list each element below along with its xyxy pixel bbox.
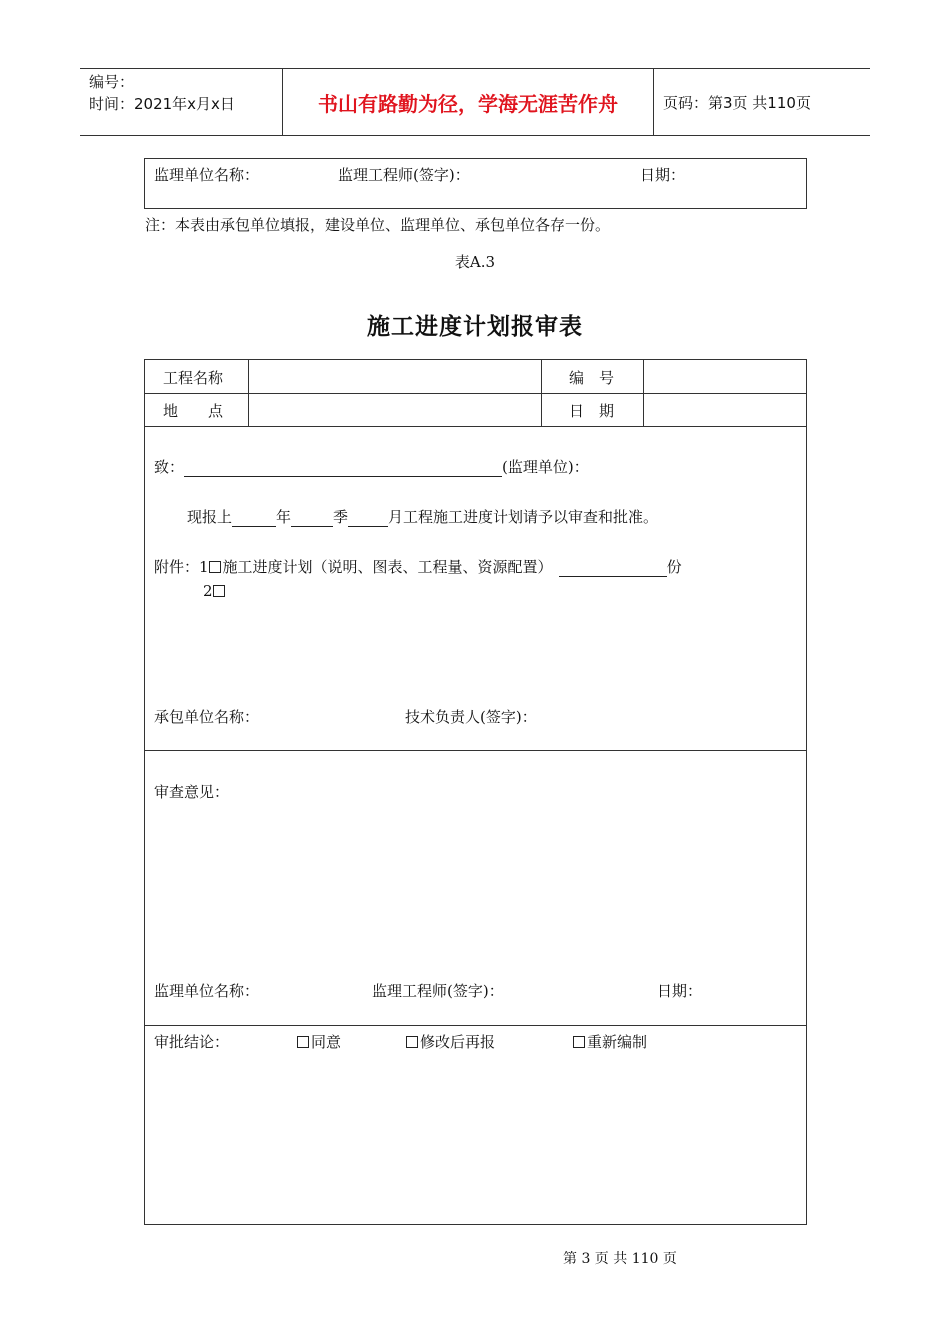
agree-label: 同意	[311, 1033, 342, 1051]
page-label: 页码：第3页 共110页	[663, 93, 811, 112]
modify-label: 修改后再报	[420, 1033, 496, 1051]
attachment-2-number: 2	[203, 582, 213, 600]
season-label: 季	[333, 508, 349, 526]
row-divider	[145, 1025, 806, 1026]
header-left	[80, 69, 282, 135]
agree-checkbox[interactable]	[297, 1036, 309, 1048]
option-agree[interactable]	[297, 1031, 341, 1052]
report-suffix: 月工程施工进度计划请予以审查和批准。	[388, 508, 659, 526]
location-label: 地 点	[163, 402, 224, 420]
report-prefix: 现报上	[187, 508, 233, 526]
attachment-line-2	[203, 582, 227, 600]
season-field[interactable]	[291, 511, 333, 527]
date-label: 日 期	[569, 402, 615, 420]
number-label: 编号：	[89, 73, 135, 91]
to-line	[154, 456, 589, 477]
to-suffix: (监理单位)：	[502, 458, 589, 476]
to-field[interactable]	[184, 461, 502, 477]
note: 注：本表由承包单位填报，建设单位、监理单位、承包单位各存一份。	[145, 216, 611, 234]
year-field[interactable]	[232, 511, 276, 527]
modify-checkbox[interactable]	[406, 1036, 418, 1048]
attachment-1-checkbox[interactable]	[209, 561, 221, 573]
attachment-1-text: 施工进度计划（说明、图表、工程量、资源配置）	[222, 558, 553, 576]
date-field[interactable]	[644, 394, 806, 425]
recompile-label: 重新编制	[587, 1033, 648, 1051]
page-header	[80, 68, 870, 136]
review-date-label: 日期：	[657, 982, 703, 1000]
location-field[interactable]	[249, 394, 540, 425]
to-label: 致：	[154, 458, 185, 476]
form-title: 施工进度计划报审表	[367, 313, 583, 340]
contractor-name-label: 承包单位名称：	[154, 708, 260, 726]
supervisor-engineer-label: 监理工程师(签字)：	[338, 166, 470, 184]
row-divider	[145, 750, 806, 751]
review-opinion-label: 审查意见：	[154, 783, 230, 801]
copies-label: 份	[666, 558, 682, 576]
tech-lead-label: 技术负责人(签字)：	[405, 708, 537, 726]
supervisor-unit-label: 监理单位名称：	[154, 166, 260, 184]
date-label: 日期：	[640, 166, 686, 184]
year-label: 年	[276, 508, 292, 526]
attachment-label: 附件：1	[154, 558, 209, 576]
report-form	[144, 359, 807, 1225]
option-recompile[interactable]	[573, 1031, 647, 1052]
number-label: 编 号	[569, 369, 615, 387]
page-footer: 第 3 页 共 110 页	[563, 1251, 677, 1267]
row-divider	[145, 426, 806, 427]
month-field[interactable]	[348, 511, 388, 527]
project-name-field[interactable]	[249, 361, 540, 392]
attachment-2-checkbox[interactable]	[213, 585, 225, 597]
time-label: 时间：2021年x月x日	[89, 95, 235, 113]
review-supervisor-engineer: 监理工程师(签字)：	[372, 982, 504, 1000]
table-number: 表A.3	[454, 253, 496, 271]
previous-form-signature-box	[144, 158, 807, 209]
recompile-checkbox[interactable]	[573, 1036, 585, 1048]
col-divider	[541, 360, 542, 426]
approval-label: 审批结论：	[154, 1033, 230, 1051]
review-supervisor-unit: 监理单位名称：	[154, 982, 260, 1000]
project-name-label: 工程名称	[163, 369, 224, 387]
report-line	[187, 506, 658, 527]
option-modify[interactable]	[406, 1031, 495, 1052]
review-opinion-field[interactable]	[154, 806, 794, 966]
approval-line	[154, 1031, 794, 1052]
copies-field[interactable]	[559, 561, 667, 577]
number-field[interactable]	[644, 361, 806, 392]
attachment-line-1	[154, 556, 682, 577]
motto: 书山有路勤为径，学海无涯苦作舟	[282, 69, 654, 135]
